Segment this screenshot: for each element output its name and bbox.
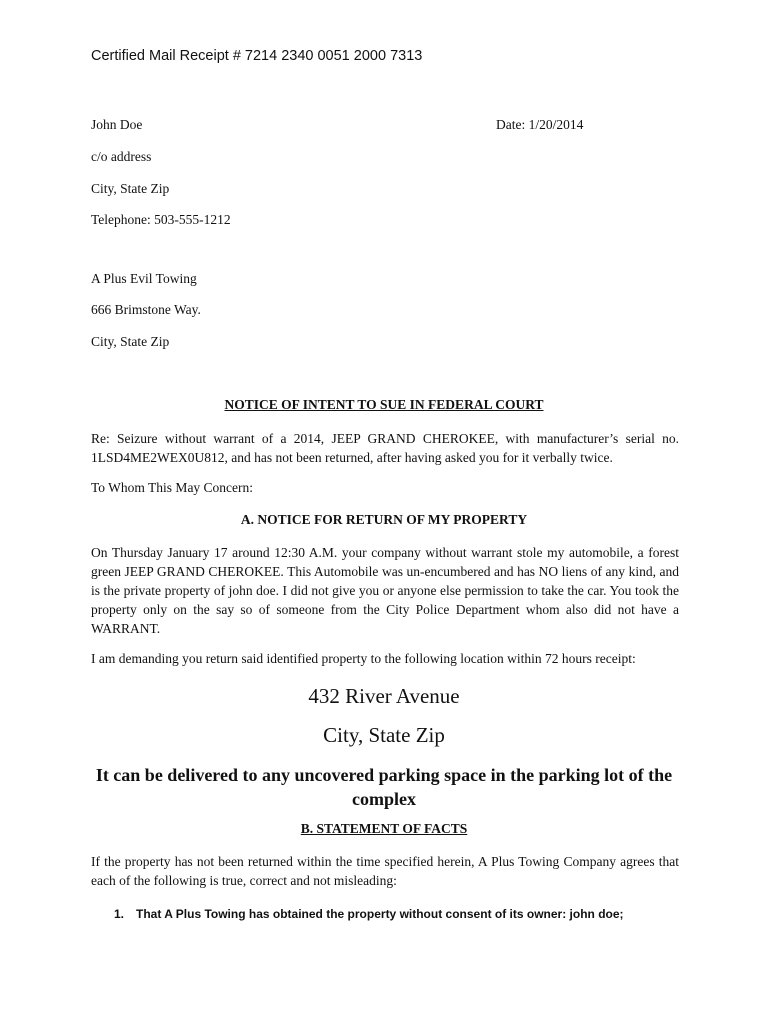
list-item-number: 1. <box>114 907 125 921</box>
recipient-name: A Plus Evil Towing <box>91 271 197 286</box>
letter-date: Date: 1/20/2014 <box>496 117 584 132</box>
section-a-body: On Thursday January 17 around 12:30 A.M. your company without warrant stole my automobile, a forest green JEEP GRAND CHEROKEE. This Automobile was un-encumbered and has NO liens of any kind, and is the private property of john doe. I did not give you or anyone else permission to take the car. You took the property only on the say so of someone from the City Police Department whom also did not have a WARRANT. <box>91 545 679 636</box>
list-item-text: That A Plus Towing has obtained the property without consent of its owner: john doe; <box>136 907 624 921</box>
re-paragraph: Re: Seizure without warrant of a 2014, JEEP GRAND CHEROKEE, with manufacturer’s serial no. 1LSD4ME2WEX0U812, and has not been returned, after having asked you for it verbally twice. <box>91 431 679 465</box>
section-a-heading: A. NOTICE FOR RETURN OF MY PROPERTY <box>240 512 528 527</box>
section-b-heading: B. STATEMENT OF FACTS <box>300 821 468 836</box>
return-street: 432 River Avenue <box>308 684 460 708</box>
return-city: City, State Zip <box>323 723 445 747</box>
sender-telephone: Telephone: 503-555-1212 <box>91 212 231 227</box>
sender-address: c/o address <box>91 149 152 164</box>
sender-name: John Doe <box>91 117 143 132</box>
section-b-intro: If the property has not been returned within the time specified herein, A Plus Towing Company agrees that each of the following is true, correct and not misleading: <box>91 854 679 888</box>
list-item <box>114 907 624 921</box>
notice-title: NOTICE OF INTENT TO SUE IN FEDERAL COURT <box>224 397 544 412</box>
delivery-instructions: It can be delivered to any uncovered parking space in the parking lot of the complex <box>95 765 673 809</box>
salutation: To Whom This May Concern: <box>91 480 254 495</box>
sender-city: City, State Zip <box>91 181 170 196</box>
certified-mail-receipt: Certified Mail Receipt # 7214 2340 0051 2000 7313 <box>91 48 423 64</box>
recipient-city: City, State Zip <box>91 334 170 349</box>
return-demand: I am demanding you return said identified property to the following location within 72 hours receipt: <box>91 651 636 666</box>
recipient-street: 666 Brimstone Way. <box>91 302 201 317</box>
